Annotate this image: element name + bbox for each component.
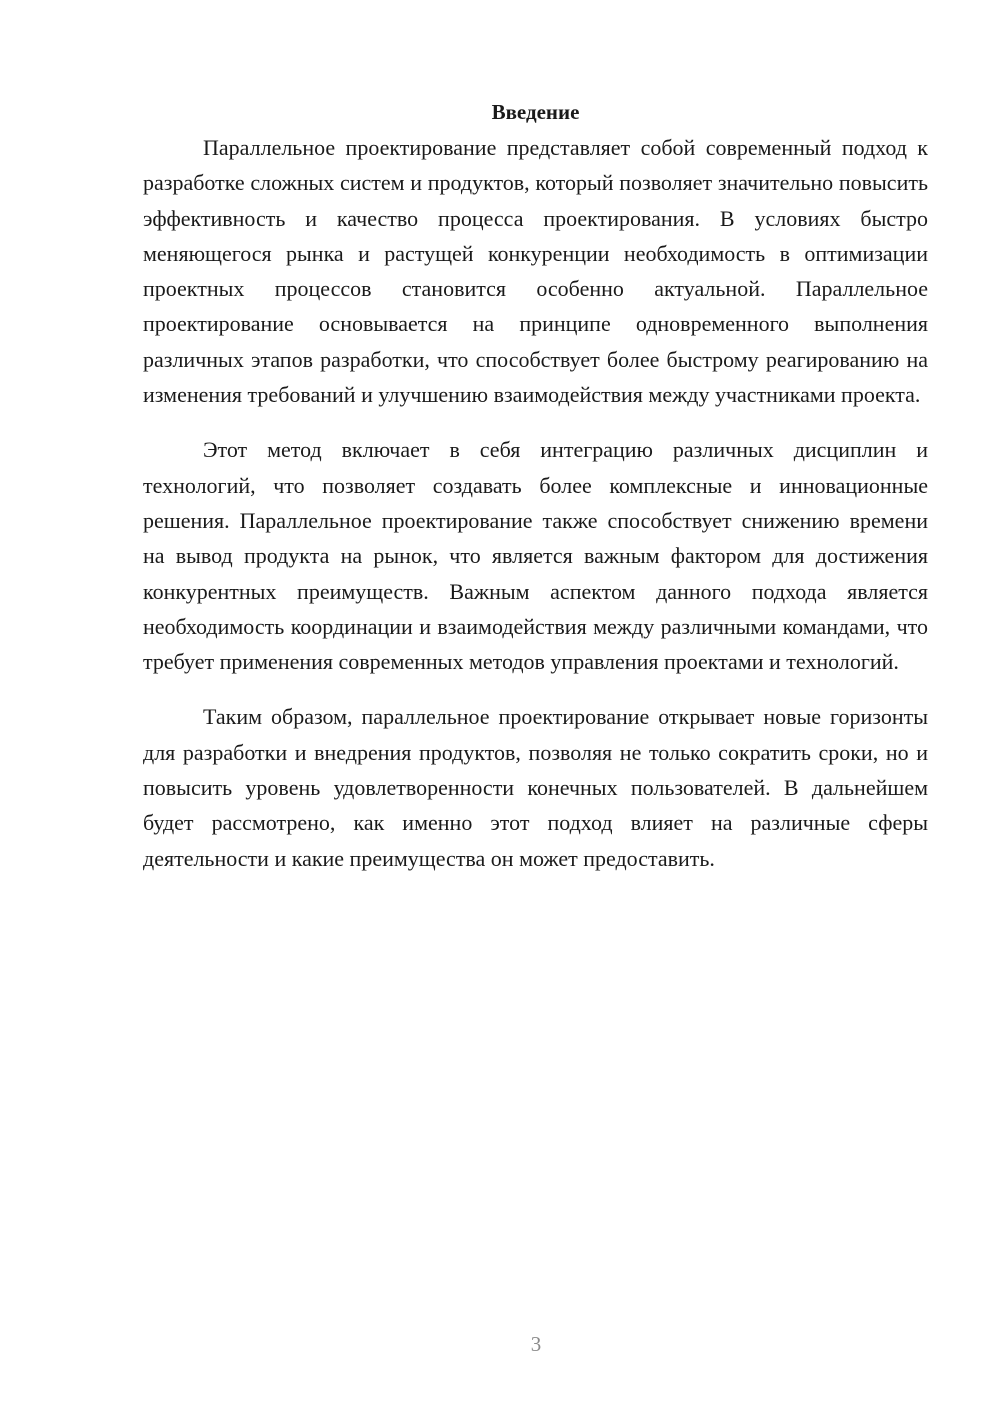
paragraph-3: Таким образом, параллельное проектирование открывает новые горизонты для разработки и внедрения продуктов, позволяя не только сократить сроки, но и повысить уровень удовлетворенности конечных пользователей. В дальнейшем будет рассмотрено, как именно этот подход влияет на различные сферы деятельности и какие преимущества он может предоставить. <box>143 704 928 871</box>
section-title: Введение <box>491 100 580 124</box>
paragraph-2: Этот метод включает в себя интеграцию различных дисциплин и технологий, что позволяет создавать более комплексные и инновационные решения. Параллельное проектирование также способствует снижению времени на вывод продукта на рынок, что является важным фактором для достижения конкурентных преимуществ. Важным аспектом данного подхода является необходимость координации и взаимодействия между различными командами, что требует применения современных методов управления проектами и технологий. <box>143 437 928 675</box>
page-content <box>143 95 928 876</box>
page-number: 3 <box>530 1332 542 1356</box>
paragraph-1: Параллельное проектирование представляет собой современный подход к разработке сложных систем и продуктов, который позволяет значительно повысить эффективность и качество процесса проектирования. В условиях быстро меняющегося рынка и растущей конкуренции необходимость в оптимизации проектных процессов становится особенно актуальной. Параллельное проектирование основывается на принципе одновременного выполнения различных этапов разработки, что способствует более быстрому реагированию на изменения требований и улучшению взаимодействия между участниками проекта. <box>143 135 928 408</box>
